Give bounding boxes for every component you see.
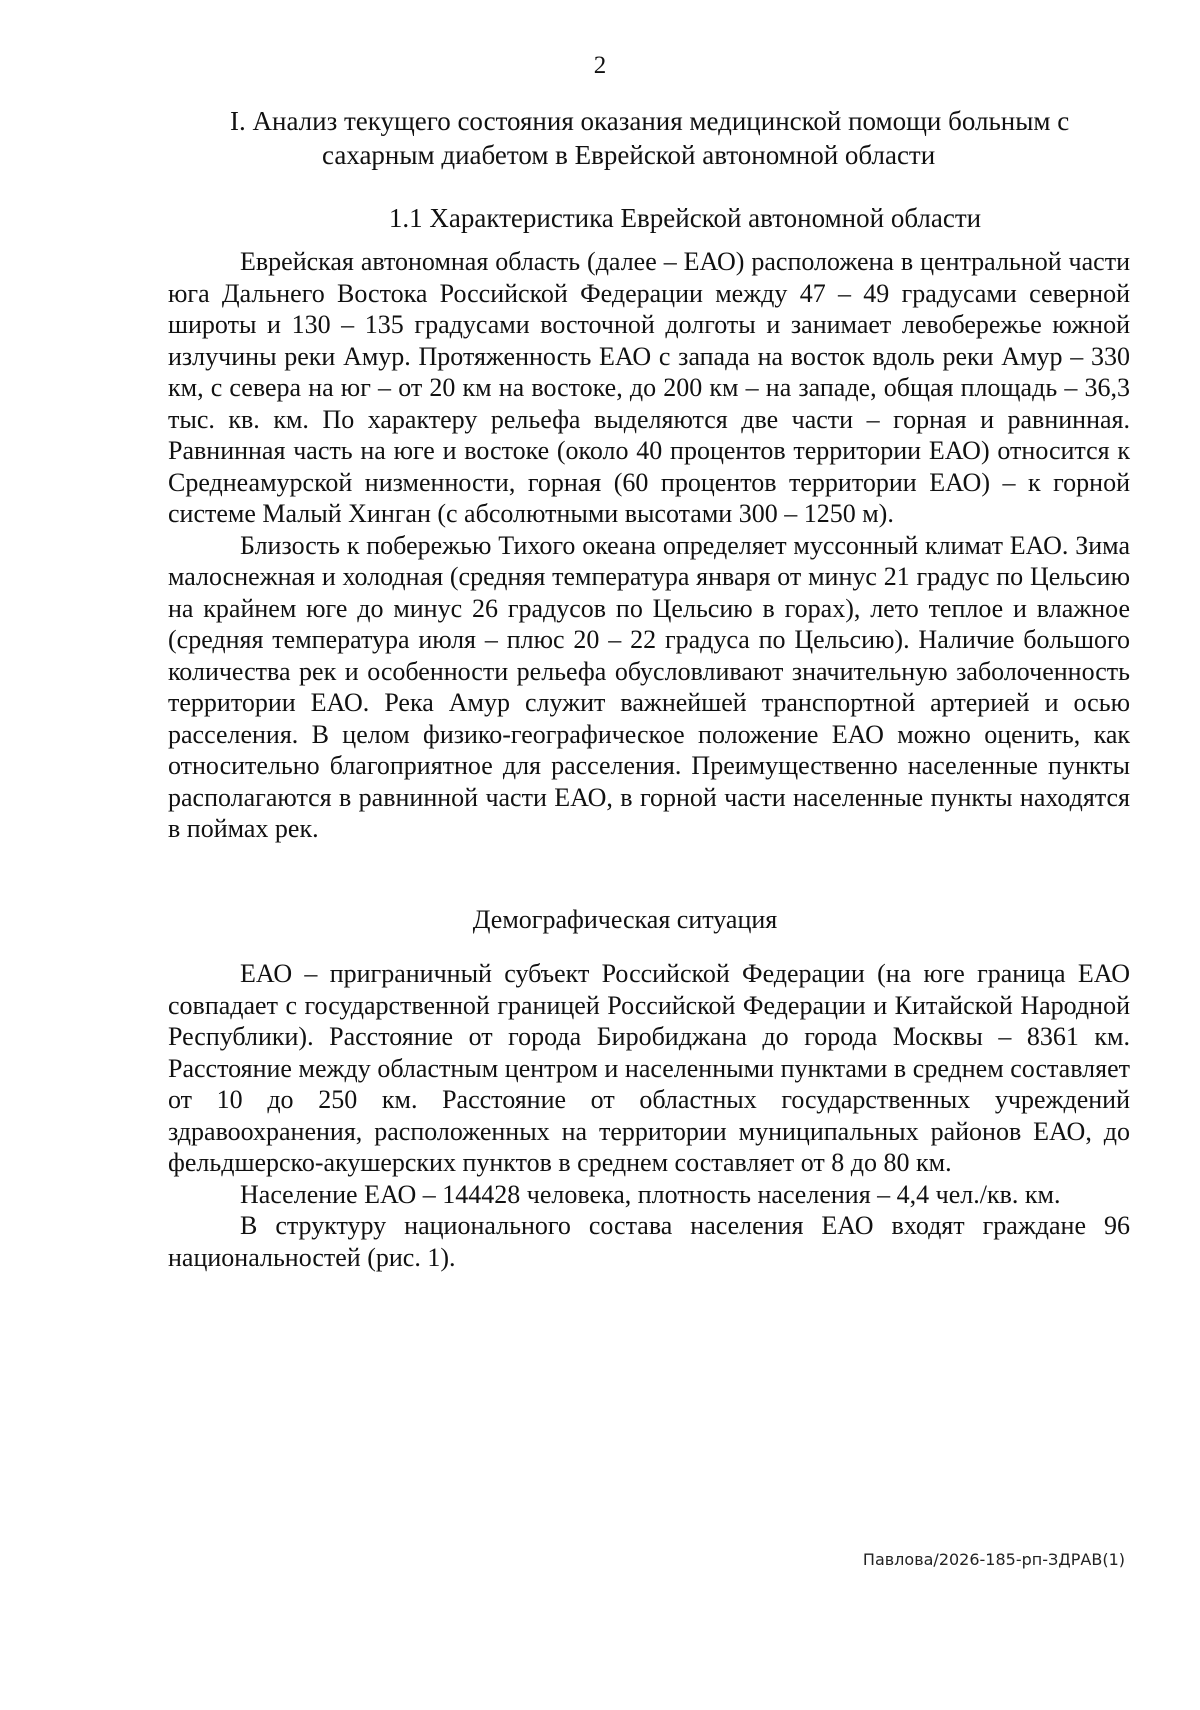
paragraph: Еврейская автономная область (далее – ЕАО) расположена в центральной части юга Дальнего Востока Российской Федерации между 47 – 49 градусами северной широты и 130 – 135 градусами восточной долготы и занимает левобережье южной излучины реки Амур. Протяженность ЕАО с запада на восток вдоль реки Амур – 330 км, с севера на юг – от 20 км на востоке, до 200 км – на западе, общая площадь – 36,3 тыс. кв. км. По характеру рельефа выделяются две части – горная и равнинная. Равнинная часть на юге и востоке (около 40 процентов территории ЕАО) относится к Среднеамурской низменности, горная (60 процентов территории ЕАО) – к горной системе Малый Хинган (с абсолютными высотами 300 – 1250 м). [168,247,1130,528]
section-title: Демографическая ситуация [472,905,778,934]
subheading: 1.1 Характеристика Еврейской автономной области [388,203,982,233]
paragraph: В структуру национального состава населения ЕАО входят граждане 96 национальностей (рис. 1). [168,1211,1130,1272]
paragraph: Население ЕАО – 144428 человека, плотность населения – 4,4 чел./кв. км. [240,1179,1061,1209]
body-section-1 [168,246,1130,845]
body-section-2 [168,958,1130,1273]
page-number: 2 [593,52,607,79]
document-heading [230,104,1130,172]
paragraph: Близость к побережью Тихого океана определяет муссонный климат ЕАО. Зима малоснежная и холодная (средняя температура января от минус 21 градус по Цельсию на крайнем юге до минус 26 градусов по Цельсию в горах), лето теплое и влажное (средняя температура июля – плюс 20 – 22 градуса по Цельсию). Наличие большого количества рек и особенности рельефа обусловливают значительную заболоченность территории ЕАО. Река Амур служит важнейшей транспортной артерией и осью расселения. В целом физико-географическое положение ЕАО можно оценить, как относительно благоприятное для расселения. Преимущественно населенные пункты располагаются в равнинной части ЕАО, в горной части населенные пункты находятся в поймах рек. [168,530,1130,843]
heading-line-1: I. Анализ текущего состояния оказания медицинской помощи больным с [230,106,1070,136]
footer-document-code: Павлова/2026-185-рп-ЗДРАВ(1) [862,1550,1125,1569]
heading-line-2: сахарным диабетом в Еврейской автономной области [322,140,936,170]
paragraph: ЕАО – приграничный субъект Российской Федерации (на юге граница ЕАО совпадает с государственной границей Российской Федерации и Китайской Народной Республики). Расстояние от города Биробиджана до города Москвы – 8361 км. Расстояние между областным центром и населенными пунктами в среднем составляет от 10 до 250 км. Расстояние от областных государственных учреждений здравоохранения, расположенных на территории муниципальных районов ЕАО, до фельдшерско-акушерских пунктов в среднем составляет от 8 до 80 км. [168,959,1130,1177]
